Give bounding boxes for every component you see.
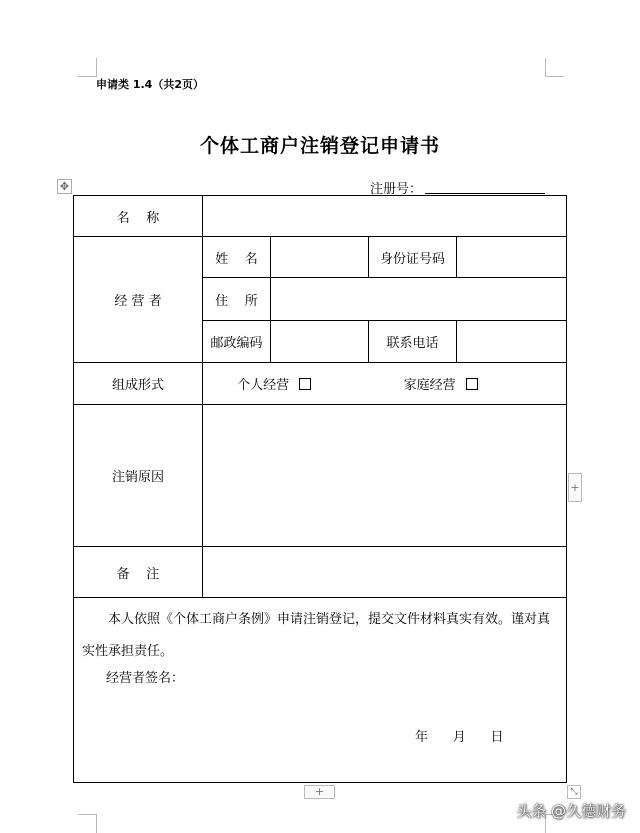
operator-label: 经 营 者 [114,294,162,309]
postcode-value-cell[interactable] [271,321,369,363]
remark-label-cell [74,547,203,598]
table-resize-handle-icon[interactable]: ⤡ [567,785,581,799]
org-form-label: 组成形式 [111,378,164,393]
registration-number-label: 注册号： [370,182,423,197]
surname-label-cell [203,237,271,278]
option-family-label: 家庭经营 [403,378,456,393]
declaration-cell [74,598,567,783]
id-label-cell [369,237,457,278]
table-row [74,598,567,783]
reason-value-cell[interactable] [203,405,567,547]
option-individual-label: 个人经营 [237,378,290,393]
org-form-options-cell [203,363,567,405]
add-row-button[interactable]: + [304,785,335,799]
crop-mark-bottom-left [78,814,97,833]
add-column-button[interactable]: + [568,473,582,502]
name-label: 名 称 [116,210,160,226]
surname-value-cell[interactable] [271,237,369,278]
phone-label: 联系电话 [386,336,439,351]
signature-date [343,726,504,745]
address-label: 住 所 [215,293,258,309]
date-text: 年 月 日 [415,730,504,745]
signature-label: 经营者签名： [106,671,185,686]
id-value-cell[interactable] [457,237,567,278]
crop-mark-top-right [545,58,564,77]
org-form-label-cell [74,363,203,405]
postcode-label-cell [203,321,271,363]
surname-label: 姓 名 [215,251,258,267]
reason-label: 注销原因 [111,470,164,485]
table-row [74,196,567,237]
reason-label-cell [74,405,203,547]
registration-number-field[interactable] [425,193,545,194]
operator-label-cell [74,237,203,363]
table-move-handle-icon[interactable]: ✥ [57,179,72,194]
table-row [74,547,567,598]
declaration-text: 本人依照《个体工商户条例》申请注销登记，提交文件材料真实有效。谨对真实性承担责任。 [82,612,551,659]
address-label-cell [203,278,271,321]
watermark: 头条 @久德财务 [516,802,626,820]
application-form-table [73,195,567,783]
name-label-cell [74,196,203,237]
table-row [74,237,567,278]
name-value-cell[interactable] [203,196,567,237]
phone-label-cell [369,321,457,363]
document-code: 申请类 1.4（共2页） [96,78,204,91]
document-title: 个体工商户注销登记申请书 [199,135,440,157]
address-value-cell[interactable] [271,278,567,321]
table-row [74,405,567,547]
id-number-label: 身份证号码 [379,251,445,267]
remark-value-cell[interactable] [203,547,567,598]
phone-value-cell[interactable] [457,321,567,363]
table-row [74,363,567,405]
family-checkbox[interactable] [466,378,478,390]
crop-mark-top-left [78,58,97,77]
individual-checkbox[interactable] [299,378,311,390]
remark-label: 备 注 [116,566,160,582]
postcode-label: 邮政编码 [210,336,263,351]
